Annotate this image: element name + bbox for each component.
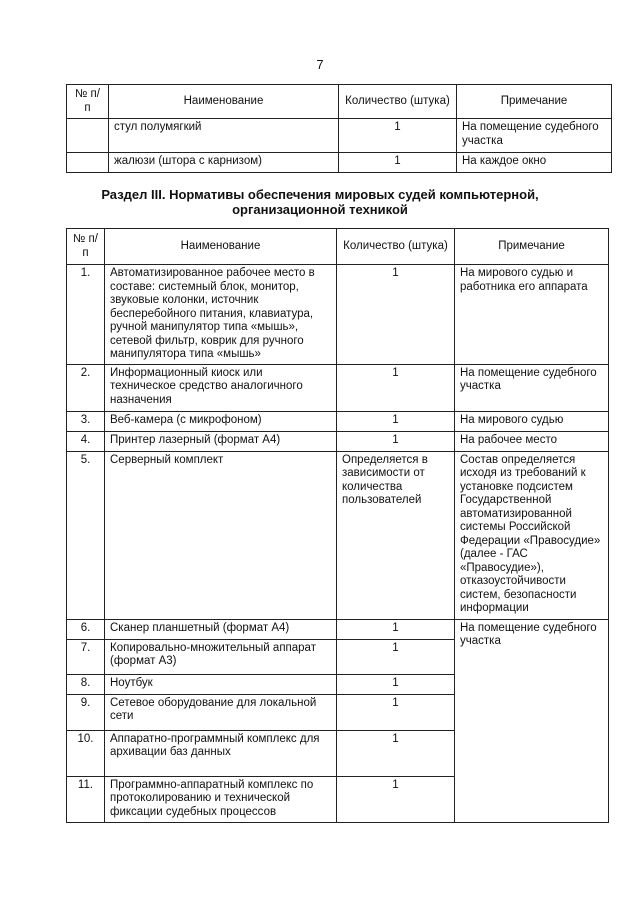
row-name: Копировально-множительный аппарат (формат А3) <box>105 639 337 674</box>
row-quantity: 1 <box>337 639 455 674</box>
section-heading-line2: организационной техникой <box>232 202 408 217</box>
row-note: Состав определяется исходя из требований к установке подсистем Государственной автоматизированной системы Российской Федерации «Правосудие» (далее - ГАС «Правосудие»), отказоустойчивости систем, безопасности информации <box>455 451 609 619</box>
table-row <box>67 411 609 431</box>
section-heading <box>0 187 640 217</box>
row-name: Информационный киоск или техническое средство аналогичного назначения <box>105 364 337 411</box>
row-name: жалюзи (штора с карнизом) <box>109 153 339 173</box>
row-name: Автоматизированное рабочее место в составе: системный блок, монитор, звуковые колонки, источник бесперебойного питания, клавиатура, ручной манипулятор типа «мышь», сетевой фильтр, коврик для ручного манипулятора типа «мышь» <box>105 265 337 365</box>
row-quantity: 1 <box>337 364 455 411</box>
row-name: Программно-аппаратный комплекс по протоколированию и технической фиксации судебных процессов <box>105 776 337 822</box>
shared-note: На помещение судебного участка <box>455 619 609 822</box>
row-name: стул полумягкий <box>109 119 339 153</box>
page-number: 7 <box>316 57 324 72</box>
table-header <box>67 85 612 119</box>
table-row <box>67 451 609 619</box>
header-quantity: Количество (штука) <box>337 229 455 265</box>
row-quantity: 1 <box>337 619 455 639</box>
row-note: На каждое окно <box>457 153 612 173</box>
row-quantity: 1 <box>337 265 455 365</box>
row-name: Сканер планшетный (формат А4) <box>105 619 337 639</box>
row-quantity: 1 <box>337 431 455 451</box>
header-note: Примечание <box>457 85 612 119</box>
computer-equipment-table <box>66 228 609 823</box>
header-note: Примечание <box>455 229 609 265</box>
row-number: 5. <box>67 451 105 619</box>
section-heading-line1: Раздел III. Нормативы обеспечения мировых судей компьютерной, <box>101 187 539 202</box>
row-number: 4. <box>67 431 105 451</box>
row-quantity: 1 <box>339 153 457 173</box>
row-name: Серверный комплект <box>105 451 337 619</box>
row-quantity: 1 <box>337 730 455 776</box>
row-note: На мирового судью <box>455 411 609 431</box>
row-quantity: 1 <box>339 119 457 153</box>
furniture-table <box>66 84 612 173</box>
row-number: 2. <box>67 364 105 411</box>
row-number: 1. <box>67 265 105 365</box>
header-name: Наименование <box>109 85 339 119</box>
row-number: 9. <box>67 694 105 730</box>
row-number <box>67 119 109 153</box>
header-number: № п/п <box>67 229 105 265</box>
row-number <box>67 153 109 173</box>
row-quantity: 1 <box>337 694 455 730</box>
row-note: На рабочее место <box>455 431 609 451</box>
row-name: Веб-камера (с микрофоном) <box>105 411 337 431</box>
row-number: 11. <box>67 776 105 822</box>
row-number: 3. <box>67 411 105 431</box>
row-quantity: 1 <box>337 776 455 822</box>
row-number: 10. <box>67 730 105 776</box>
header-name: Наименование <box>105 229 337 265</box>
row-quantity: 1 <box>337 411 455 431</box>
row-note: На помещение судебного участка <box>457 119 612 153</box>
row-quantity: Определяется в зависимости от количества пользователей <box>337 451 455 619</box>
row-number: 7. <box>67 639 105 674</box>
row-note: На мирового судью и работника его аппарата <box>455 265 609 365</box>
row-quantity: 1 <box>337 674 455 694</box>
row-name: Принтер лазерный (формат А4) <box>105 431 337 451</box>
table-row <box>67 119 612 153</box>
row-name: Аппаратно-программный комплекс для архивации баз данных <box>105 730 337 776</box>
row-name: Сетевое оборудование для локальной сети <box>105 694 337 730</box>
row-name: Ноутбук <box>105 674 337 694</box>
table-row <box>67 431 609 451</box>
table-header <box>67 229 609 265</box>
row-note: На помещение судебного участка <box>455 364 609 411</box>
row-number: 6. <box>67 619 105 639</box>
row-number: 8. <box>67 674 105 694</box>
table-row <box>67 153 612 173</box>
header-quantity: Количество (штука) <box>339 85 457 119</box>
table-row <box>67 364 609 411</box>
table-row <box>67 265 609 365</box>
header-number: № п/п <box>67 85 109 119</box>
table-row <box>67 619 609 639</box>
